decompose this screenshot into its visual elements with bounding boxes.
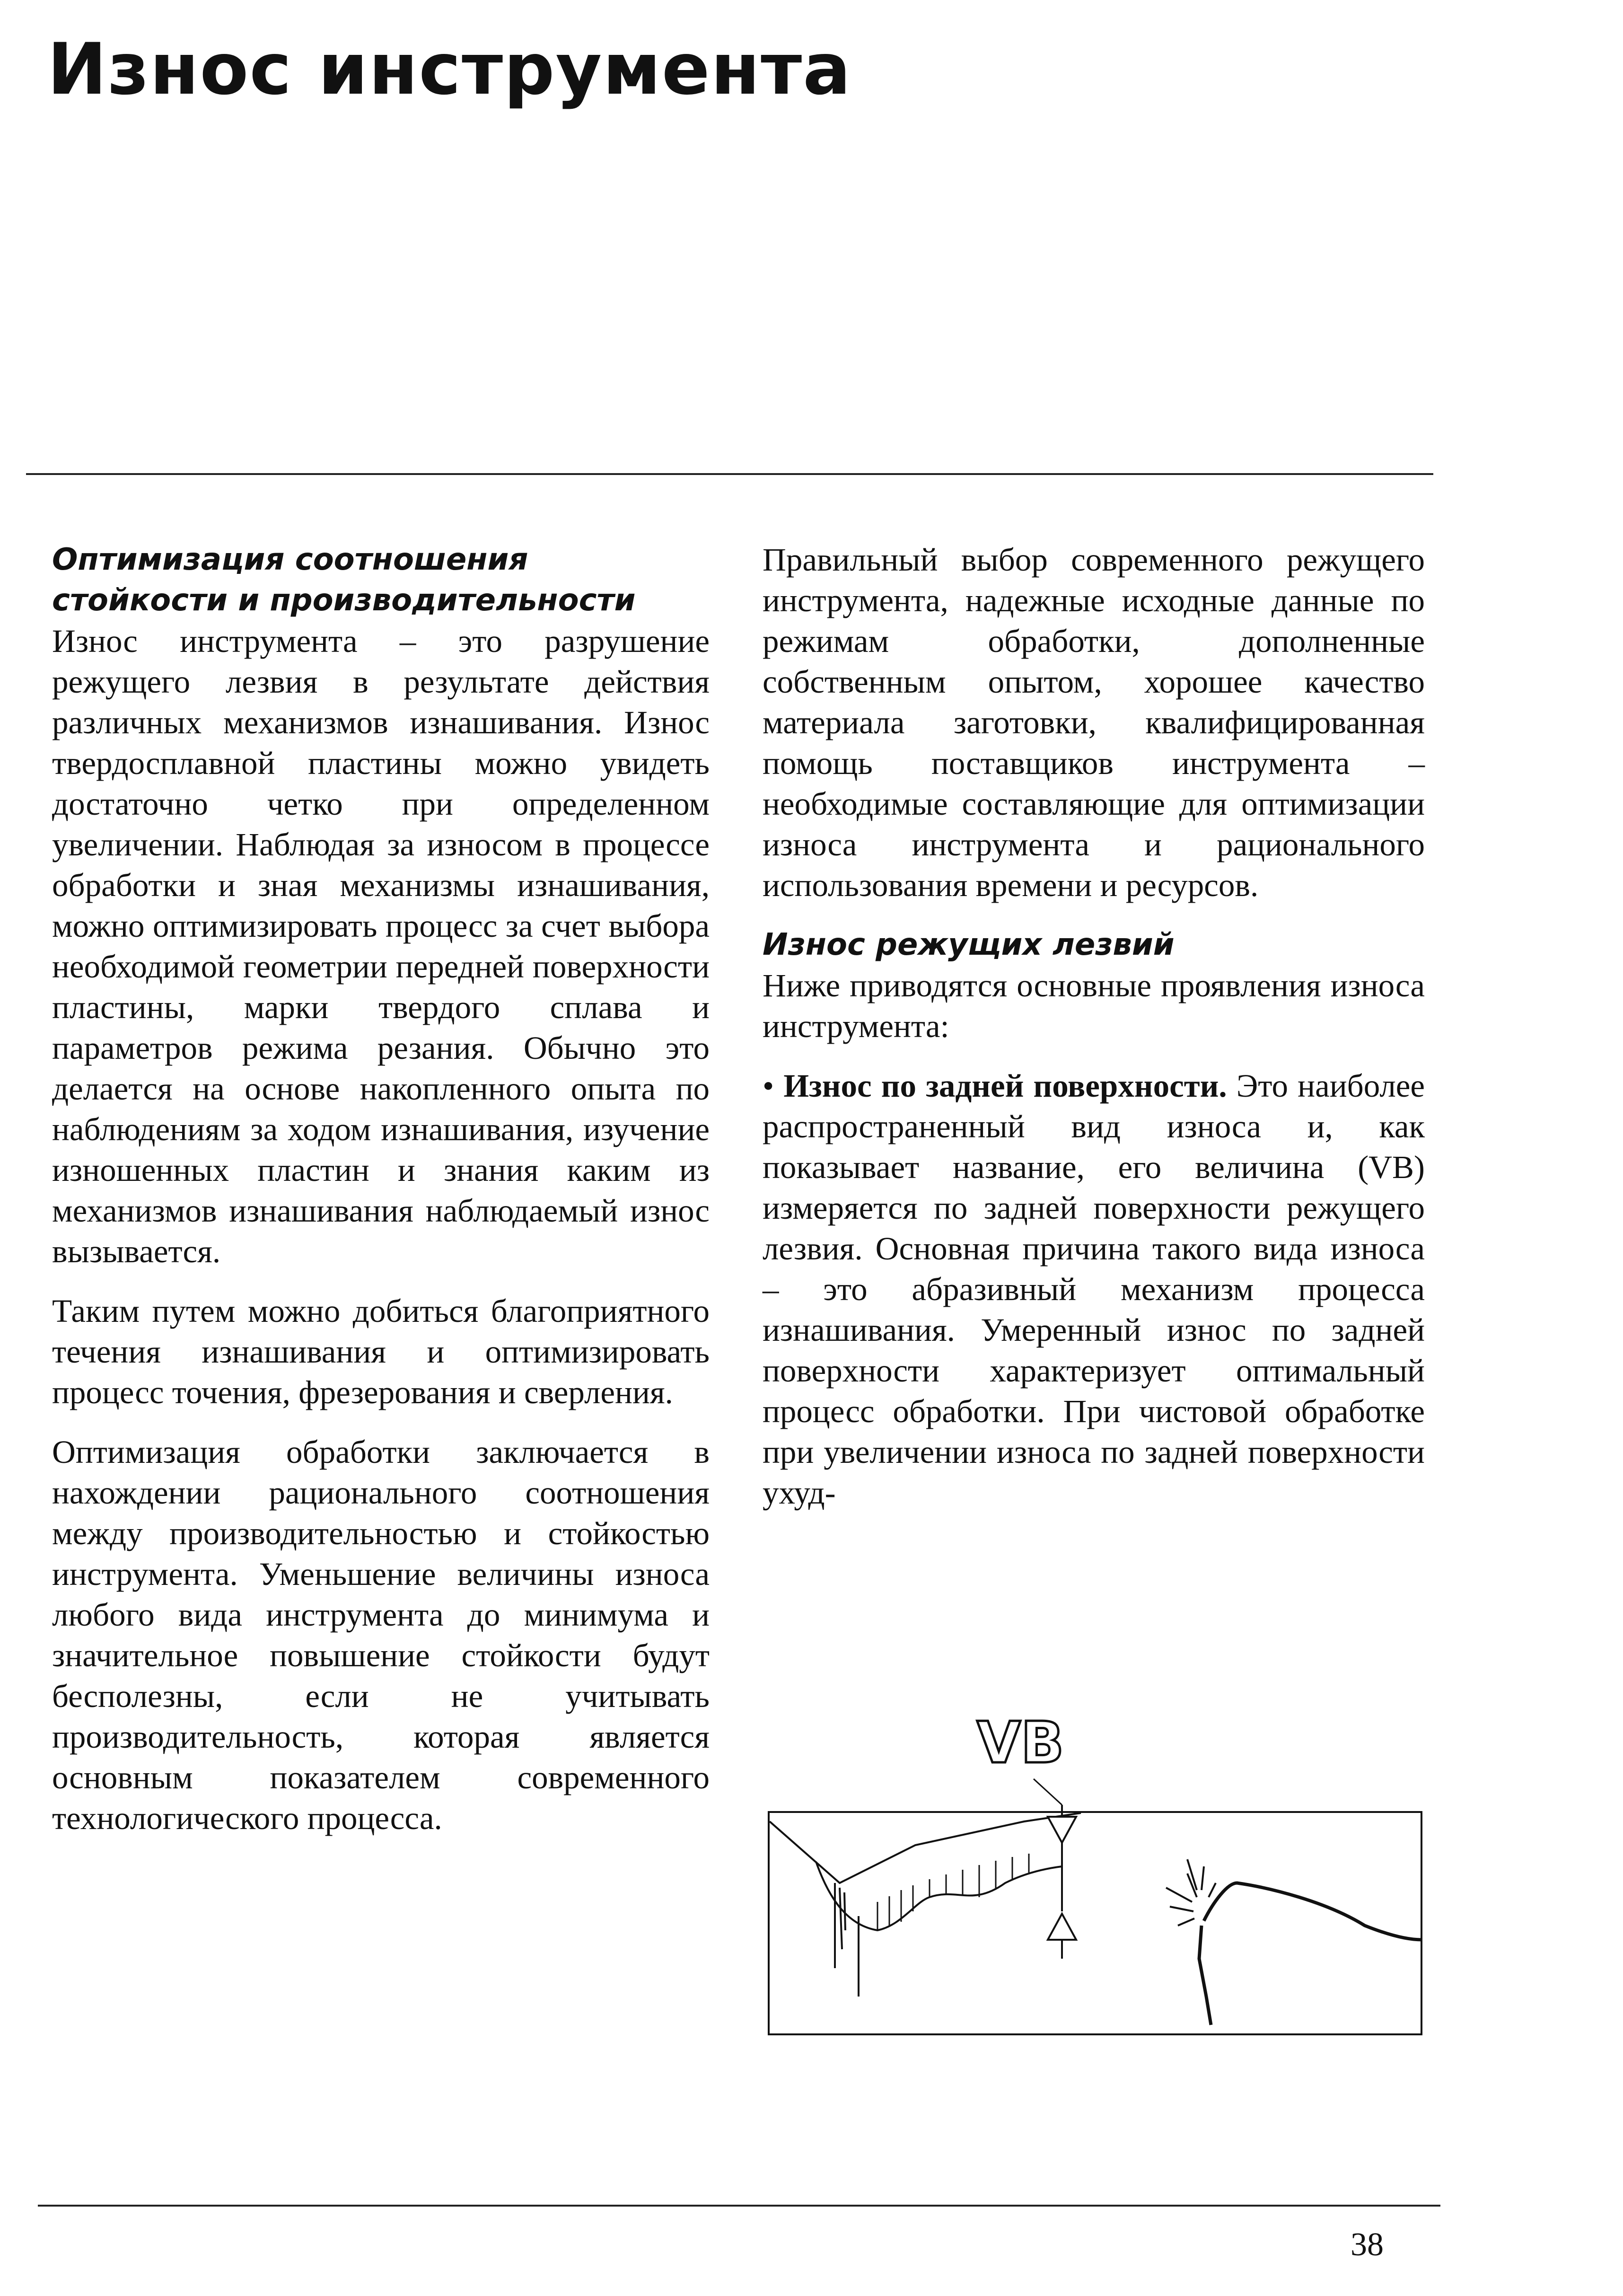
bullet-marker: • [763, 1068, 774, 1104]
vb-dimension-arrows [1034, 1779, 1076, 1959]
worn-edge-right [1199, 1883, 1421, 2025]
page-title: Износ инструмента [47, 28, 852, 111]
paragraph-tool-selection: Правильный выбор современного режущего инструмента, надежные исходные данные по режимам обработки, дополненные собственным опытом, хорошее качество материала заготовки, квалифицированная помощь поставщиков инструмента – необходимые составляющие для оптимизации износа инструмента и рационального использования времени и ресурсов. [763, 542, 1425, 903]
page-number: 38 [1351, 2226, 1384, 2263]
paragraph-optimization-balance: Оптимизация обработки заключается в нахождении рационального соотношения между производительностью и стойкостью инструмента. Уменьшение величины износа любого вида инструмента до минимума и значительное повышение стойкости будут бесполезны, если не учитывать производительность, которая является основным показателем современного технологического процесса. [52, 1434, 710, 1836]
flank-wear-figure [759, 1703, 1431, 2044]
bullet-text-flank-wear: Это наиболее распространенный вид износа и, как показывает название, его величина (VB) измеряется по задней поверхности режущего лезвия. Основная причина такого вида износа – это абразивный механизм процесса изнашивания. Умеренный износ по задней поверхности характеризует оптимальный процесс обработки. При чистовой обработке при увеличении износа по задней поверхности ухуд- [763, 1068, 1425, 1511]
wear-land-hatching [877, 1854, 1029, 1929]
bullet-term-flank-wear: Износ по задней поверхности. [783, 1068, 1227, 1104]
bullet-flank-wear [763, 1065, 1425, 1513]
header-divider [26, 473, 1433, 475]
paragraph-favorable-wear: Таким путем можно добиться благоприятного течения изнашивания и оптимизировать процесс точения, фрезерования и сверления. [52, 1293, 710, 1410]
section-heading-optimization: Оптимизация соотношения стойкости и производительности [52, 542, 636, 618]
paragraph-wear-definition: Износ инструмента – это разрушение режущего лезвия в результате действия различных механизмов изнашивания. Износ твердосплавной пластины можно увидеть достаточно четко при определенном увеличении. Наблюдая за износом в процессе обработки и зная механизмы изнашивания, можно оптимизировать процесс за счет выбора необходимой геометрии передней поверхности пластины, марки твердого сплава и параметров режима резания. Обычно это делается на основе накопленного опыта по наблюдениям за ходом изнашивания, изучение изношенных пластин и знания каким из механизмов изнашивания наблюдаемый износ вызывается. [52, 623, 710, 1269]
worn-insert-left [770, 1813, 1081, 1997]
right-column [763, 539, 1425, 1513]
section-heading-edge-wear: Износ режущих лезвий [763, 927, 1175, 962]
paragraph-wear-types-lead: Ниже приводятся основные проявления износа инструмента: [763, 968, 1425, 1044]
vb-label: VB [977, 1710, 1064, 1776]
flank-wear-illustration [759, 1703, 1431, 2044]
left-column [52, 539, 710, 1857]
footer-divider [38, 2205, 1440, 2207]
figure-frame [769, 1812, 1421, 2034]
